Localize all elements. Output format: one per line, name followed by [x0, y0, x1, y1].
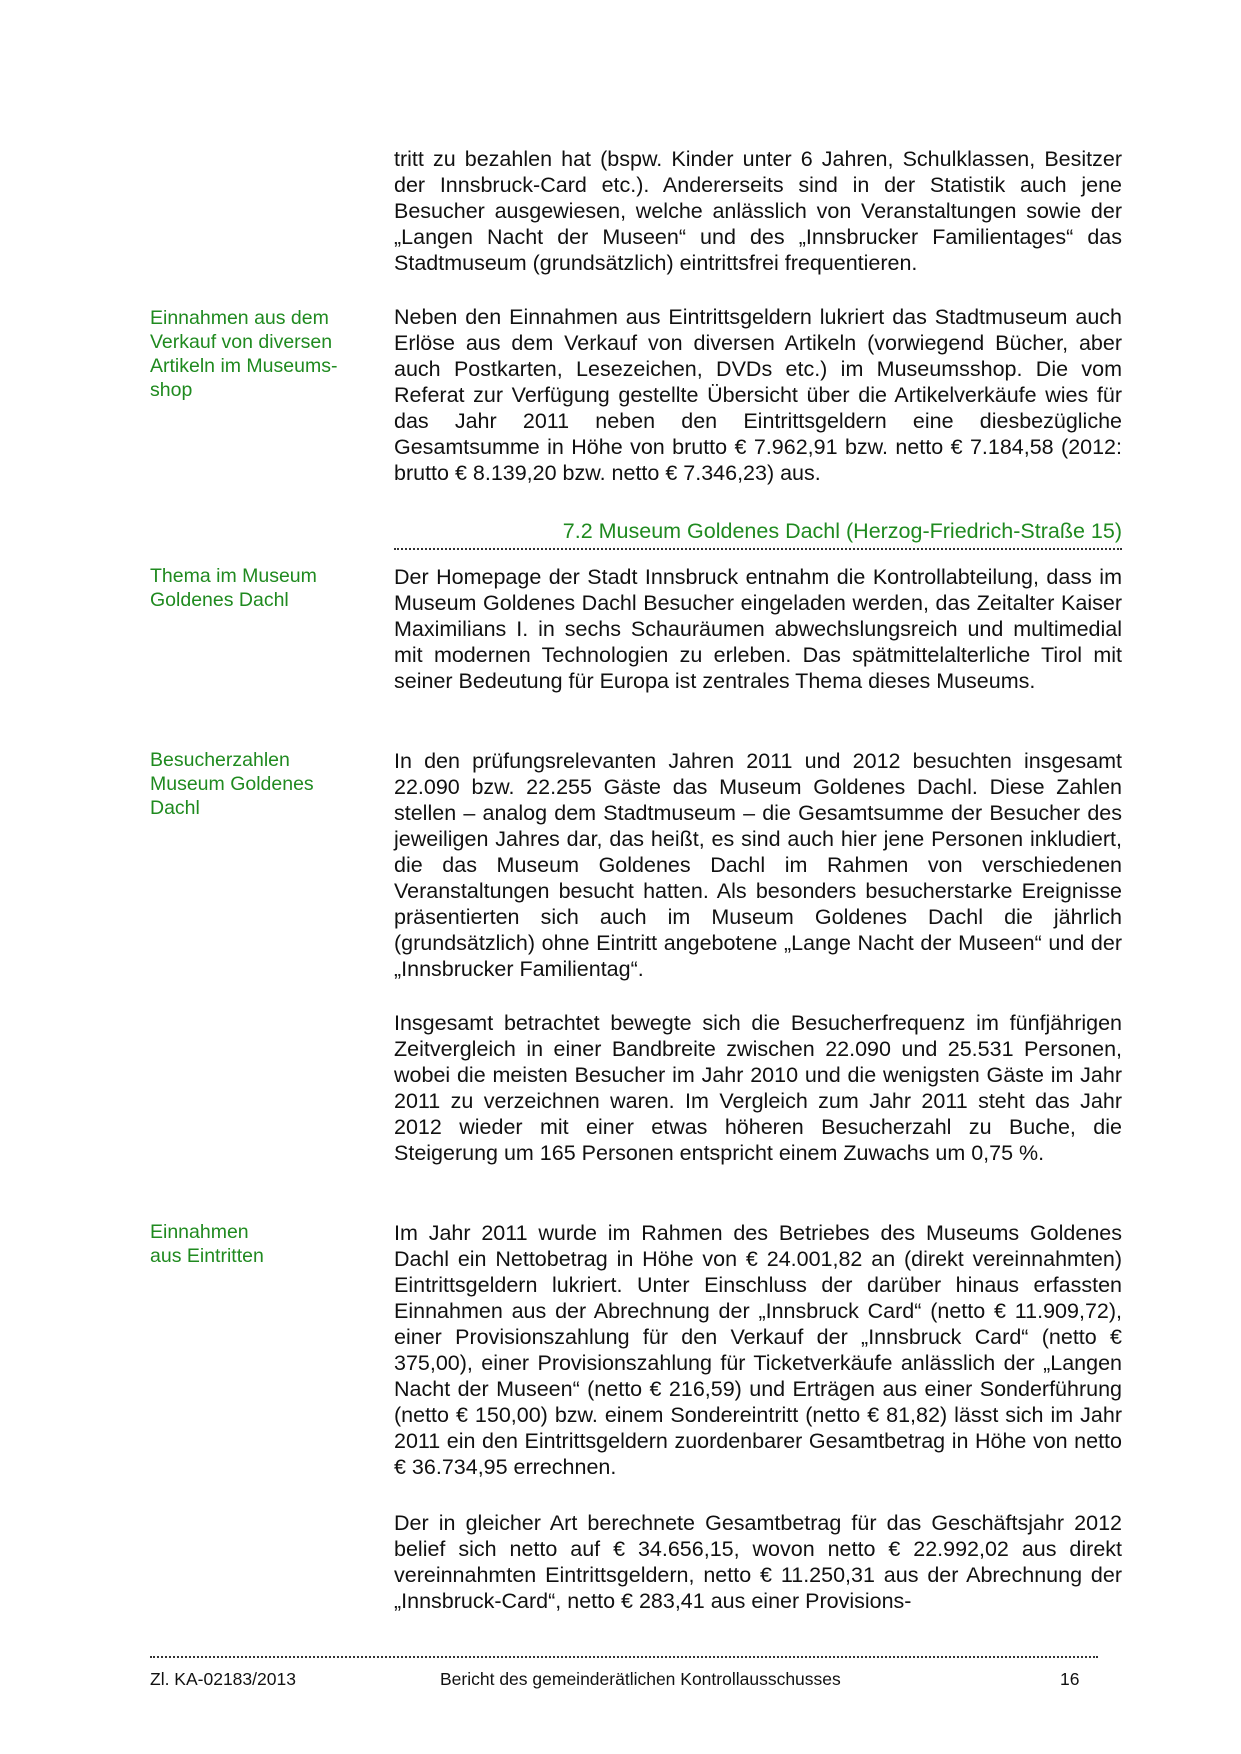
sidenote-line: Goldenes Dachl — [150, 589, 289, 611]
paragraph-admission-revenue-2012: Der in gleicher Art berechnete Gesamtbetrag für das Geschäftsjahr 2012 belief sich netto auf € 34.656,15, wovon netto € 22.992,02 aus direkt vereinnahmten Eintrittsgeldern, netto € 11.250,31 aus der Abrechnung der „Innsbruck-Card“, netto € 283,41 aus einer Provisions- — [394, 1511, 1122, 1613]
sidenote-line: Museum Goldenes — [150, 773, 314, 795]
sidenote-line: Dachl — [150, 797, 200, 819]
footer-title: Bericht des gemeinderätlichen Kontrollausschusses — [440, 1669, 841, 1689]
section-heading-divider — [394, 548, 1122, 550]
sidenote-line: Verkauf von diversen — [150, 331, 333, 353]
page-number: 16 — [1060, 1669, 1080, 1689]
paragraph-visitor-statistics-continued: tritt zu bezahlen hat (bspw. Kinder unter 6 Jahren, Schulklassen, Besitzer der Innsbruck-Card etc.). Andererseits sind in der Statistik auch jene Besucher ausgewiesen, welche anlässlich von Veranstaltungen sowie der „Langen Nacht der Museen“ und des „Innsbrucker Familientages“ das Stadtmuseum (grundsätzlich) eintrittsfrei frequentieren. — [394, 147, 1122, 275]
paragraph-visitor-numbers: In den prüfungsrelevanten Jahren 2011 und 2012 besuchten insgesamt 22.090 bzw. 22.255 Gäste das Museum Goldenes Dachl. Diese Zahlen stellen – analog dem Stadtmuseum – die Gesamtsumme der Besucher des jeweiligen Jahres dar, das heißt, es sind auch hier jene Personen inkludiert, die das Museum Goldenes Dachl im Rahmen von verschiedenen Veranstaltungen besucht hatten. Als besonders besucherstarke Ereignisse präsentierten sich auch im Museum Goldenes Dachl die jährlich (grundsätzlich) ohne Eintritt angebotene „Lange Nacht der Museen“ und der „Innsbrucker Familientag“. — [394, 749, 1122, 981]
paragraph-museum-theme: Der Homepage der Stadt Innsbruck entnahm die Kontrollabteilung, dass im Museum Goldenes Dachl Besucher eingeladen werden, das Zeitalter Kaiser Maximilians I. in sechs Schauräumen abwechslungsreich und multimedial mit modernen Technologien zu erleben. Das spätmittelalterliche Tirol mit seiner Bedeutung für Europa ist zentrales Thema dieses Museums. — [394, 565, 1122, 693]
sidenote-admission-revenue — [150, 1220, 365, 1268]
paragraph-museum-shop-revenue: Neben den Einnahmen aus Eintrittsgeldern lukriert das Stadtmuseum auch Erlöse aus dem Verkauf von diversen Artikeln (vorwiegend Bücher, aber auch Postkarten, Lesezeichen, DVDs etc.) im Museumsshop. Die vom Referat zur Verfügung gestellte Übersicht über die Artikelverkäufe wies für das Jahr 2011 neben den Eintrittsgeldern eine diesbezügliche Gesamtsumme in Höhe von brutto € 7.962,91 bzw. netto € 7.184,58 (2012: brutto € 8.139,20 bzw. netto € 7.346,23) aus. — [394, 305, 1122, 485]
sidenote-line: Besucherzahlen — [150, 749, 290, 771]
sidenote-museum-shop-revenue — [150, 306, 365, 402]
paragraph-admission-revenue-2011: Im Jahr 2011 wurde im Rahmen des Betriebes des Museums Goldenes Dachl ein Nettobetrag in Höhe von € 24.001,82 an (direkt vereinnahmten) Eintrittsgeldern lukriert. Unter Einschluss der darüber hinaus erfassten Einnahmen aus der Abrechnung der „Innsbruck Card“ (netto € 11.909,72), einer Provisionszahlung für den Verkauf der „Innsbruck Card“ (netto € 375,00), einer Provisionszahlung für Ticketverkäufe anlässlich der „Langen Nacht der Museen“ (netto € 216,59) und Erträgen aus einer Sonderführung (netto € 150,00) bzw. einem Sondereintritt (netto € 81,82) lässt sich im Jahr 2011 ein den Eintrittsgeldern zuordenbarer Gesamtbetrag in Höhe von netto € 36.734,95 errechnen. — [394, 1221, 1122, 1479]
sidenote-museum-theme — [150, 564, 365, 612]
footer-reference: Zl. KA-02183/2013 — [150, 1669, 296, 1689]
sidenote-line: Einnahmen — [150, 1221, 249, 1243]
paragraph-visitor-frequency: Insgesamt betrachtet bewegte sich die Besucherfrequenz im fünfjährigen Zeitvergleich in einer Bandbreite zwischen 22.090 und 25.531 Personen, wobei die meisten Besucher im Jahr 2010 und die wenigsten Gäste im Jahr 2011 zu verzeichnen waren. Im Vergleich zum Jahr 2011 steht das Jahr 2012 wieder mit einer etwas höheren Besucherzahl zu Buche, die Steigerung um 165 Personen entspricht einem Zuwachs um 0,75 %. — [394, 1011, 1122, 1165]
sidenote-line: shop — [150, 379, 193, 401]
footer-divider — [150, 1656, 1098, 1658]
sidenote-line: Thema im Museum — [150, 565, 317, 587]
section-heading: 7.2 Museum Goldenes Dachl (Herzog-Friedrich-Straße 15) — [562, 519, 1122, 543]
sidenote-line: Einnahmen aus dem — [150, 307, 329, 329]
sidenote-line: aus Eintritten — [150, 1245, 264, 1267]
sidenote-line: Artikeln im Museums- — [150, 355, 338, 377]
sidenote-visitor-numbers — [150, 748, 365, 820]
